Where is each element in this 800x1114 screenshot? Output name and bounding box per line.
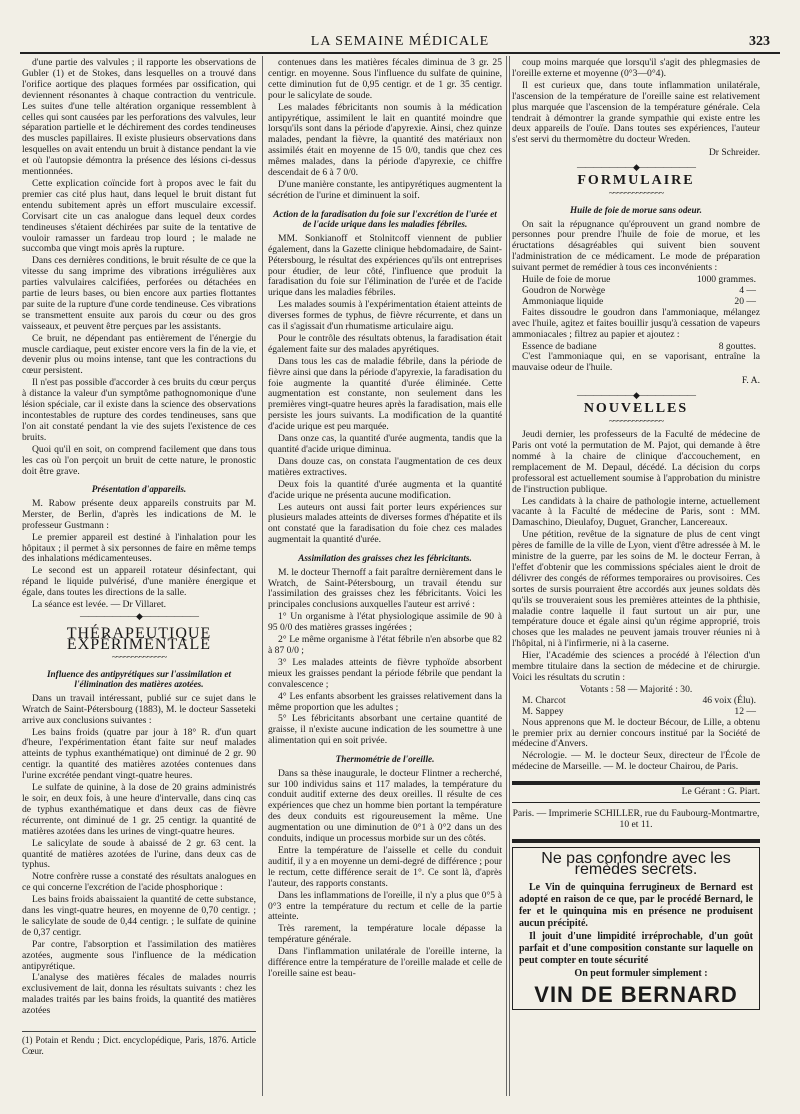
paragraph: Notre confrère russe a constaté des résultats analogues en ce qui concerne l'excrétion de l'acide phosphorique : [22,871,256,894]
page-header [20,34,780,52]
news-item: Les candidats à la chaire de pathologie interne, actuellement vacante à la Faculté de médecine de Paris, sont : MM. Damaschino, Dieulafoy, Duguet, Grancher, Lancereaux. [512,495,760,529]
ad-text: Il jouit d'une limpidité irréprochable, d'un goût parfait et d'une composition constante sur laquelle on peut compter en toute sécurité [519,930,753,966]
ingredient-name: Huile de foie de morue [522,274,611,286]
divider [512,781,760,785]
paragraph: Le salicylate de soude à abaissé de 2 gr. 63 cent. la quantité de matières azotées de l'urine, dans deux cas de typhus. [22,837,256,871]
paragraph: 1° Un organisme à l'état physiologique assimile de 90 à 95 0/0 des matières grasses ingérées ; [268,611,502,634]
ad-title: Ne pas confondre avec les remèdes secrets. [541,849,731,878]
news-item: Nous apprenons que M. le docteur Bécour, de Lille, a obtenu le premier prix au dernier concours institué par la Société de médecine d'Anvers. [512,716,760,750]
vote-line [512,707,760,718]
paragraph: contenues dans les matières fécales diminua de 3 gr. 25 centigr. en moyenne. Sous l'influence du sulfate de quinine, cette diminution fut de 0,95 centigr. et de 1 gr. 35 centigr. pour le salicylate de soude. [268,58,502,101]
paragraph: Ce bruit, ne dépendant pas entièrement de l'énergie du muscle cardiaque, peut exister encore vers la fin de la vie, et devenir plus ou moins intense, tant que les contractions du cœur persistent. [22,332,256,377]
ornament-divider: ———————◆——————— [80,611,198,621]
page-number: 323 [749,34,770,49]
ornament-divider: ~~~~~~~~~~~~~~ [608,416,664,427]
votes-header: Votants : 58 — Majorité : 30. [579,683,693,695]
paragraph: Très rarement, la température locale dépasse la température générale. [268,923,502,946]
news-item: Hier, l'Académie des sciences a procédé à l'élection d'un membre titulaire dans la section de médecine et de chirurgie. Voici les résultats du scrutin : [512,650,760,683]
column-2 [268,58,502,1096]
ingredient-qty: 1000 grammes. [696,274,756,286]
paragraph: M. Rabow présente deux appareils construits par M. Merster, de Berlin, d'après les indications de M. le professeur Gustmann : [22,497,256,531]
section-subtitle: Assimilation des graisses chez les fébricitants. [298,553,472,564]
paragraph: 4° Les enfants absorbent les graisses relativement dans la même proportion que les adultes ; [268,690,502,713]
ad-text: Le Vin de quinquina ferrugineux de Bernard est adopté en raison de ce que, par le procédé Bernard, le fer et le quinquina mis en présence ne produisent aucun précipité. [519,881,753,929]
section-subtitle: Action de la faradisation du foie sur l'excrétion de l'urée et de l'acide urique dans les maladies fébriles. [273,208,497,230]
paragraph: 3° Les malades atteints de fièvre typhoïde absorbent mieux les graisses pendant la période fébrile que pendant la convalescence ; [268,656,502,690]
paragraph: coup moins marquée que lorsqu'il s'agit des phlegmasies de l'oreille externe et moyenne (0°3—0°4). [512,58,760,79]
paragraph: L'analyse des matières fécales de malades nourris exclusivement de lait, donna les résultats suivants : chez les malades traités par les bains froids, la quantité des matières azotées [22,972,256,1017]
ingredient-qty: 8 gouttes. [718,340,756,352]
paragraph: Quoi qu'il en soit, on comprend facilement que dans tous les cas où l'on perçoit un bruit de cette nature, le pronostic doit être grave. [22,443,256,477]
paragraph: Dans sa thèse inaugurale, le docteur Flintner a recherché, sur 100 individus sains et 117 malades, la température du conduit auditif externe des deux oreilles. Il résulte de ces expériences que chez un homme bien portant la température des deux conduits est rigoureusement la même. Une augmentation ou une diminution de 0°1 à 0°2 dans un des conduits, indique un processus morbide sur un des côtés. [268,767,502,845]
footnote: (1) Potain et Rendu ; Dict. encyclopédique, Paris, 1876. Article Cœur. [22,1031,256,1057]
paragraph: MM. Sonkianoff et Stolnitcoff viennent de publier également, dans la Gazette clinique hebdomadaire, de Saint-Pétersbourg, le résultat des expériences qu'ils ont entreprises pour étudier, de leur côté, l'influence que produit la faradisation du foie sur l'élimination de l'urée et de l'acide urique dans les maladies fébriles. [268,232,502,299]
paragraph: Faites dissoudre le goudron dans l'ammoniaque, mélangez avec l'huile, agitez et faites bouillir jusqu'à cessation de vapeurs ammoniacales ; filtrez au papier et ajoutez : [512,306,760,340]
ornament-divider: ———————◆——————— [577,162,695,173]
paragraph: C'est l'ammoniaque qui, en se vaporisant, entraîne la mauvaise odeur de l'huile. [512,351,760,374]
paragraph: Par contre, l'absorption et l'assimilation des matières azotées, augmente sous l'influence de la médication antipyrétique. [22,938,256,972]
paragraph: Les malades fébricitants non soumis à la médication antipyrétique, assimilent le lait en quantité moindre que lorsqu'ils sont dans la période d'apyrexie. Ainsi, chez quinze malades, pendant la fièvre, la quantité des matériaux non assimilés était en moyenne de 15 0/0, tandis que chez ces mêmes malades, dans la période d'apyrexie, ce chiffre descendait de 6 à 7 0/0. [268,101,502,179]
ingredient-name: Ammoniaque liquide [522,295,604,307]
printer-imprint: Paris. — Imprimerie SCHILLER, rue du Faubourg-Montmartre, 10 et 11. [512,808,760,830]
paragraph: 5° Les fébricitants absorbant une certaine quantité de graisse, il n'existe aucune indication de les soumettre à une alimentation qui en soit privée. [268,713,502,747]
paragraph: 2° Le même organisme à l'état fébrile n'en absorbe que 82 à 87 0/0 ; [268,634,502,656]
vote-count: 46 voix (Élu). [702,694,756,706]
column-separator [506,56,507,1096]
column-3 [512,58,760,1096]
news-item: Jeudi dernier, les professeurs de la Faculté de médecine de Paris ont voté la permutation de M. Pajot, qui demande à être nommé à la chaire de clinique d'accouchement, en remplacement de M. Depaul, décédé. La décision du corps professoral est actuellement soumise à l'approbation du ministre de l'instruction publique. [512,429,760,495]
ad-text: On peut formuler simplement : [574,967,708,979]
ornament-divider: ~~~~~~~~~~~~~~ [111,651,167,662]
running-title: LA SEMAINE MÉDICALE [310,34,490,49]
ingredient-name: Goudron de Norwège [522,285,606,296]
paragraph: Les bains froids abaissaient la quantité de cette substance, dans les vingt-quatre heures, en moyenne de 0,70 centigr. ; le salicylate de soude de 0,44 centigr. ; le sulfate de quinine de 0,37 centigr. [22,894,256,938]
paragraph: Dans douze cas, on constata l'augmentation de ces deux matières extractives. [268,455,502,478]
paragraph: d'une partie des valvules ; il rapporte les observations de Gubler (1) et de Stokes, dans lesquelles on a trouvé dans l'orifice aortique des plaques formées par ossification, qui deviennent résonantes à chaque contraction du ventricule. Les suites d'une telle altération organique ressemblent à celles qui sont causées par les perforations des valvules, leur séparation partielle et le déchirement des cordes tendineuses des muscles papillaires. Il existe plusieurs observations dans lesquelles on avait entendu un bruit à distance pendant la vie et où l'autopsie démontra la présence des lésions ci-dessus mentionnées. [22,58,256,178]
column-separator [262,56,263,1096]
ingredient-name: Essence de badiane [522,340,597,352]
paragraph: Les malades soumis à l'expérimentation étaient atteints de diverses formes de typhus, de fièvre récurrente, et dans un cas il s'agissait d'un rhumatisme articulaire aigu. [268,299,502,333]
paragraph: Les bains froids (quatre par jour à 18° R. d'un quart d'heure, l'expérimentation étant faite sur neuf malades atteints de typhus exanthématique) ont diminué de 2 gr. 90 centigr. la quantité des matières azotées contenues dans l'urine excrétée pendant vingt-quatre heures. [22,726,256,782]
header-rule [20,52,780,54]
candidate-name: M. Sappey [522,705,564,717]
author-signature: Dr Schreider. [708,147,760,159]
ingredient-qty: 4 — [739,285,756,296]
paragraph: Deux fois la quantité d'urée augmenta et la quantité d'acide urique ne présenta aucune modification. [268,478,502,501]
column-separator [509,56,510,1096]
ornament-divider: ~~~~~~~~~~~~~~ [608,188,664,199]
divider [512,802,760,803]
paragraph: Dans onze cas, la quantité d'urée augmenta, tandis que la quantité d'acide urique diminua. [268,433,502,455]
author-signature: F. A. [741,375,760,387]
paragraph: Cette explication coïncide fort à propos avec le fait du premier cas cité plus haut, dans lequel le bruit distant fut entendu subitement après un effort musculaire excessif. Corvisart cite un cas analogue dans lequel deux cordes tendineuses s'étaient déchirées par suite de la tentative de vouloir ramasser un fardeau trop lourd ; le malade ne succomba que vingt mois après la rupture. [22,177,256,255]
necrology: Nécrologie. — M. le docteur Seux, directeur de l'École de médecine de Marseille. — M. le docteur Chairou, de Paris. [512,750,760,773]
section-subtitle: Influence des antipyrétiques sur l'assimilation et l'élimination des matières azotées. [46,668,232,690]
paragraph: Dans ces dernières conditions, le bruit résulte de ce que la vitesse du sang imprime des vibrations irrégulières aux parties valvulaires calcifiées, perforées ou détachées en partie de leurs bases, ou bien encore aux parties flottantes par suite de la rupture d'une corde tendineuse. Ces vibrations se transmettent ensuite aux parois du cœur ou des gros vaisseaux, et peuvent être perçues par les assistants. [22,255,256,332]
paragraph: Le sulfate de quinine, à la dose de 20 grains administrés le soir, en deux fois, à une heure d'intervalle, dans cinq cas de typhus exanthématique et dans deux cas de fièvre récurrente, ont diminué de 1 gr. 25 centigr. la quantité de matières azotées dans les urines de vingt-quatre heures. [22,782,256,837]
section-title: THÉRAPEUTIQUE EXPÉRIMENTALE [66,625,212,653]
section-subtitle: Huile de foie de morue sans odeur. [570,205,702,216]
paragraph: La séance est levée. — Dr Villaret. [32,599,167,611]
paragraph: M. le docteur Thernoff a fait paraître dernièrement dans le Wratch, de Saint-Pétersbourg, un travail étendu sur l'assimilation des graisses chez les fébricitants. Voici les principales conclusions auxquelles l'auteur est arrivé : [268,566,502,611]
divider [512,839,760,843]
paragraph: Dans un travail intéressant, publié sur ce sujet dans le Wratch de Saint-Pétersbourg (1883), M. le docteur Sasseteki arrive aux conclusions suivantes : [22,692,256,726]
paragraph: On sait la répugnance qu'éprouvent un grand nombre de personnes pour prendre l'huile de foie de morue, et les éructations désagréables qui suivent bien souvent l'administration de ce médicament. Le mode de préparation suivant permet de remédier à tous ces inconvénients : [512,218,760,274]
section-title: NOUVELLES [583,401,689,417]
paragraph: Il est curieux que, dans toute inflammation unilatérale, l'ascension de la température de l'oreille saine est relativement plus marquée que l'ascension de la température générale. Cela tendrait à démontrer la grande sympathie qui existe entre les deux appareils de l'ouïe. Dans toutes ses expériences, l'auteur s'est servi du thermomètre du docteur Wreden. [512,79,760,146]
ornament-divider: ———————◆——————— [577,390,695,401]
paragraph: Dans les inflammations de l'oreille, il n'y a plus que 0°5 à 0°3 entre la température du rectum et celle de la partie atteinte. [268,889,502,923]
vote-count: 12 — [734,705,756,717]
paragraph: Les auteurs ont aussi fait porter leurs expériences sur plusieurs malades atteints de diverses formes d'hépatite et ils ont constaté que la faradisation du foie chez ces malades augmentait la quantité d'urée. [268,501,502,546]
paragraph: Il n'est pas possible d'accorder à ces bruits du cœur perçus à distance la valeur d'un symptôme pathognomonique d'une lésion spéciale, car il existe dans la science des observations incontestables de rupture des cordes tendineuses, sans que l'on ait constaté pendant la vie des sujets l'existence de ces bruits. [22,377,256,443]
column-1 [22,58,256,1096]
paragraph: Dans l'inflammation unilatérale de l'oreille interne, la différence entre la température de l'oreille malade et celle de l'oreille saine est beau- [268,946,502,979]
paragraph: Le second est un appareil rotateur désinfectant, qui répand le liquide pulvérisé, d'une manière énergique et égale, dans toutes les directions de la salle. [22,565,256,599]
ad-logo: VIN DE BERNARD [534,981,738,1007]
section-subtitle: Thermométrie de l'oreille. [335,754,435,765]
advertisement [512,847,760,1010]
candidate-name: M. Charcot [522,694,566,706]
paragraph: Le premier appareil est destiné à l'inhalation pour les hôpitaux ; il permet à six personnes de faire en même temps des inhalations médicamenteuses. [22,531,256,565]
section-title: FORMULAIRE [577,173,695,189]
paragraph: Dans tous les cas de maladie fébrile, dans la période de fièvre ainsi que dans la période d'apyrexie, la faradisation du foie augmente la quantité d'urée éliminée. Cette augmentation est constante, non seulement dans les premières vingt-quatre heures après la faradisation, mais elle persiste les jours suivants. La modification de la quantité d'acide urique est peu marquée. [268,355,502,433]
ingredient-qty: 20 — [734,295,756,307]
section-subtitle: Présentation d'appareils. [91,484,187,495]
paragraph: Entre la température de l'aisselle et celle du conduit auditif, il y a en moyenne un demi-degré de différence ; pour le rectum, cette différence serait de 1°. Ce sont là, d'après l'auteur, des rapports constants. [268,845,502,889]
news-item: Une pétition, revêtue de la signature de plus de cent vingt pères de famille de la ville de Lyon, vient d'être adressée à M. le ministre de la guerre, par les soins de M. le docteur Ferran, à l'effet d'obtenir que les commissions spéciales aient le droit de délivrer des congés de réformes temporaires ou provisoires. Ces sortes de sursis pourraient être accordés aux jeunes soldats dès qu'ils se trouveraient sous les premières atteintes de la phthisie, maladie contre laquelle il faut surtout un air pur, une température douce et égale ainsi qu'un régime approprié, trois choses que les malades ne peuvent jamais trouver réunies ni à l'hôpital, ni à l'infirmerie, ni à la caserne. [512,529,760,650]
paragraph: D'une manière constante, les antipyrétiques augmentent la sécrétion de l'urine et diminuent la soif. [268,178,502,201]
manager-signature: Le Gérant : G. Piart. [681,786,760,798]
paragraph: Pour le contrôle des résultats obtenus, la faradisation était également faite sur des malades apyrétiques. [268,332,502,355]
